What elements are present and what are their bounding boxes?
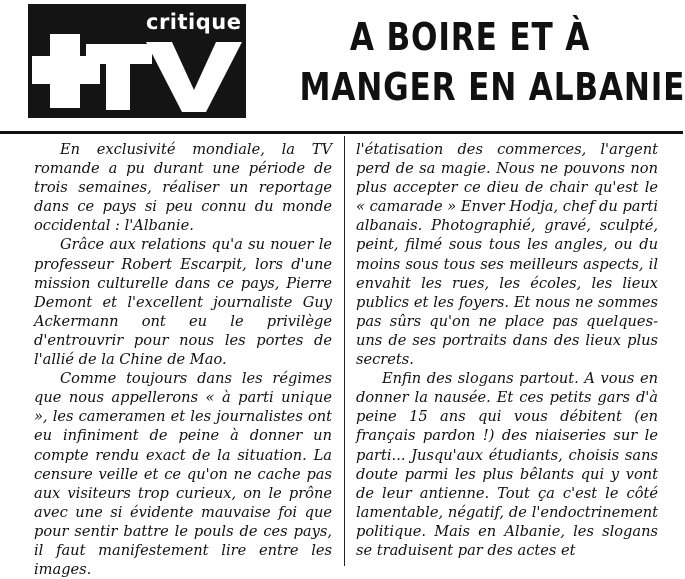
header-rule bbox=[0, 131, 683, 134]
page-headline bbox=[299, 12, 685, 112]
article-column-left bbox=[34, 140, 332, 579]
column-divider bbox=[344, 136, 345, 566]
v-letter-icon bbox=[146, 42, 242, 112]
critique-tv-logo bbox=[28, 4, 246, 118]
headline-line-1: A BOIRE ET À bbox=[349, 15, 591, 59]
paragraph: Enfin des slogans partout. A vous en donner la nausée. Et ces petits gars d'à peine 15 ans qui vous débitent (en français pardon !) des niaiseries sur le parti... Jusqu'aux étudiants, choisis sans doute parmi les plus bêlants qui y vont de leur antienne. Tout ça c'est le côté lamentable, négatif, de l'endoctrinement politique. Mais en Albanie, les slogans se traduisent par des actes et bbox=[356, 370, 658, 559]
paragraph: Comme toujours dans les régimes que nous appellerons « à parti unique », les cameramen et les journalistes ont eu infiniment de peine à donner un compte rendu exact de la situation. La censure veille et ce qu'on ne cache pas aux visiteurs trop curieux, on le prône avec une si évidente mauvaise foi que pour sentir battre le pouls de ces pays, il faut manifestement lire entre les images. bbox=[34, 370, 332, 579]
logo-label: critique bbox=[146, 10, 242, 34]
headline-line-2: MANGER EN ALBANIE bbox=[299, 65, 685, 109]
paragraph: Grâce aux relations qu'a su nouer le professeur Robert Escarpit, lors d'une mission culturelle dans ce pays, Pierre Demont et l'excellent journaliste Guy Ackermann ont eu le privilège d'entrouvrir pour nous les portes de l'allié de la Chine de Mao. bbox=[34, 236, 332, 369]
paragraph-continued: l'étatisation des commerces, l'argent perd de sa magie. Nous ne pouvons non plus accepter ce dieu de chair qu'est le « camarade » Enver Hodja, chef du parti albanais. Photographié, gravé, sculpté, peint, filmé sous tous les angles, ou du moins sous tous ses meilleurs aspects, il envahit les rues, les écoles, les lieux publics et les foyers. Et nous ne sommes pas sûrs qu'on ne place pas quelques-uns de ses portraits dans des lieux plus secrets. bbox=[356, 141, 658, 369]
paragraph: En exclusivité mondiale, la TV romande a pu durant une période de trois semaines, réaliser un reportage dans ce pays si peu connu du monde occidental : l'Albanie. bbox=[34, 141, 332, 235]
t-letter-stem bbox=[106, 44, 130, 110]
article-column-right bbox=[356, 140, 658, 560]
